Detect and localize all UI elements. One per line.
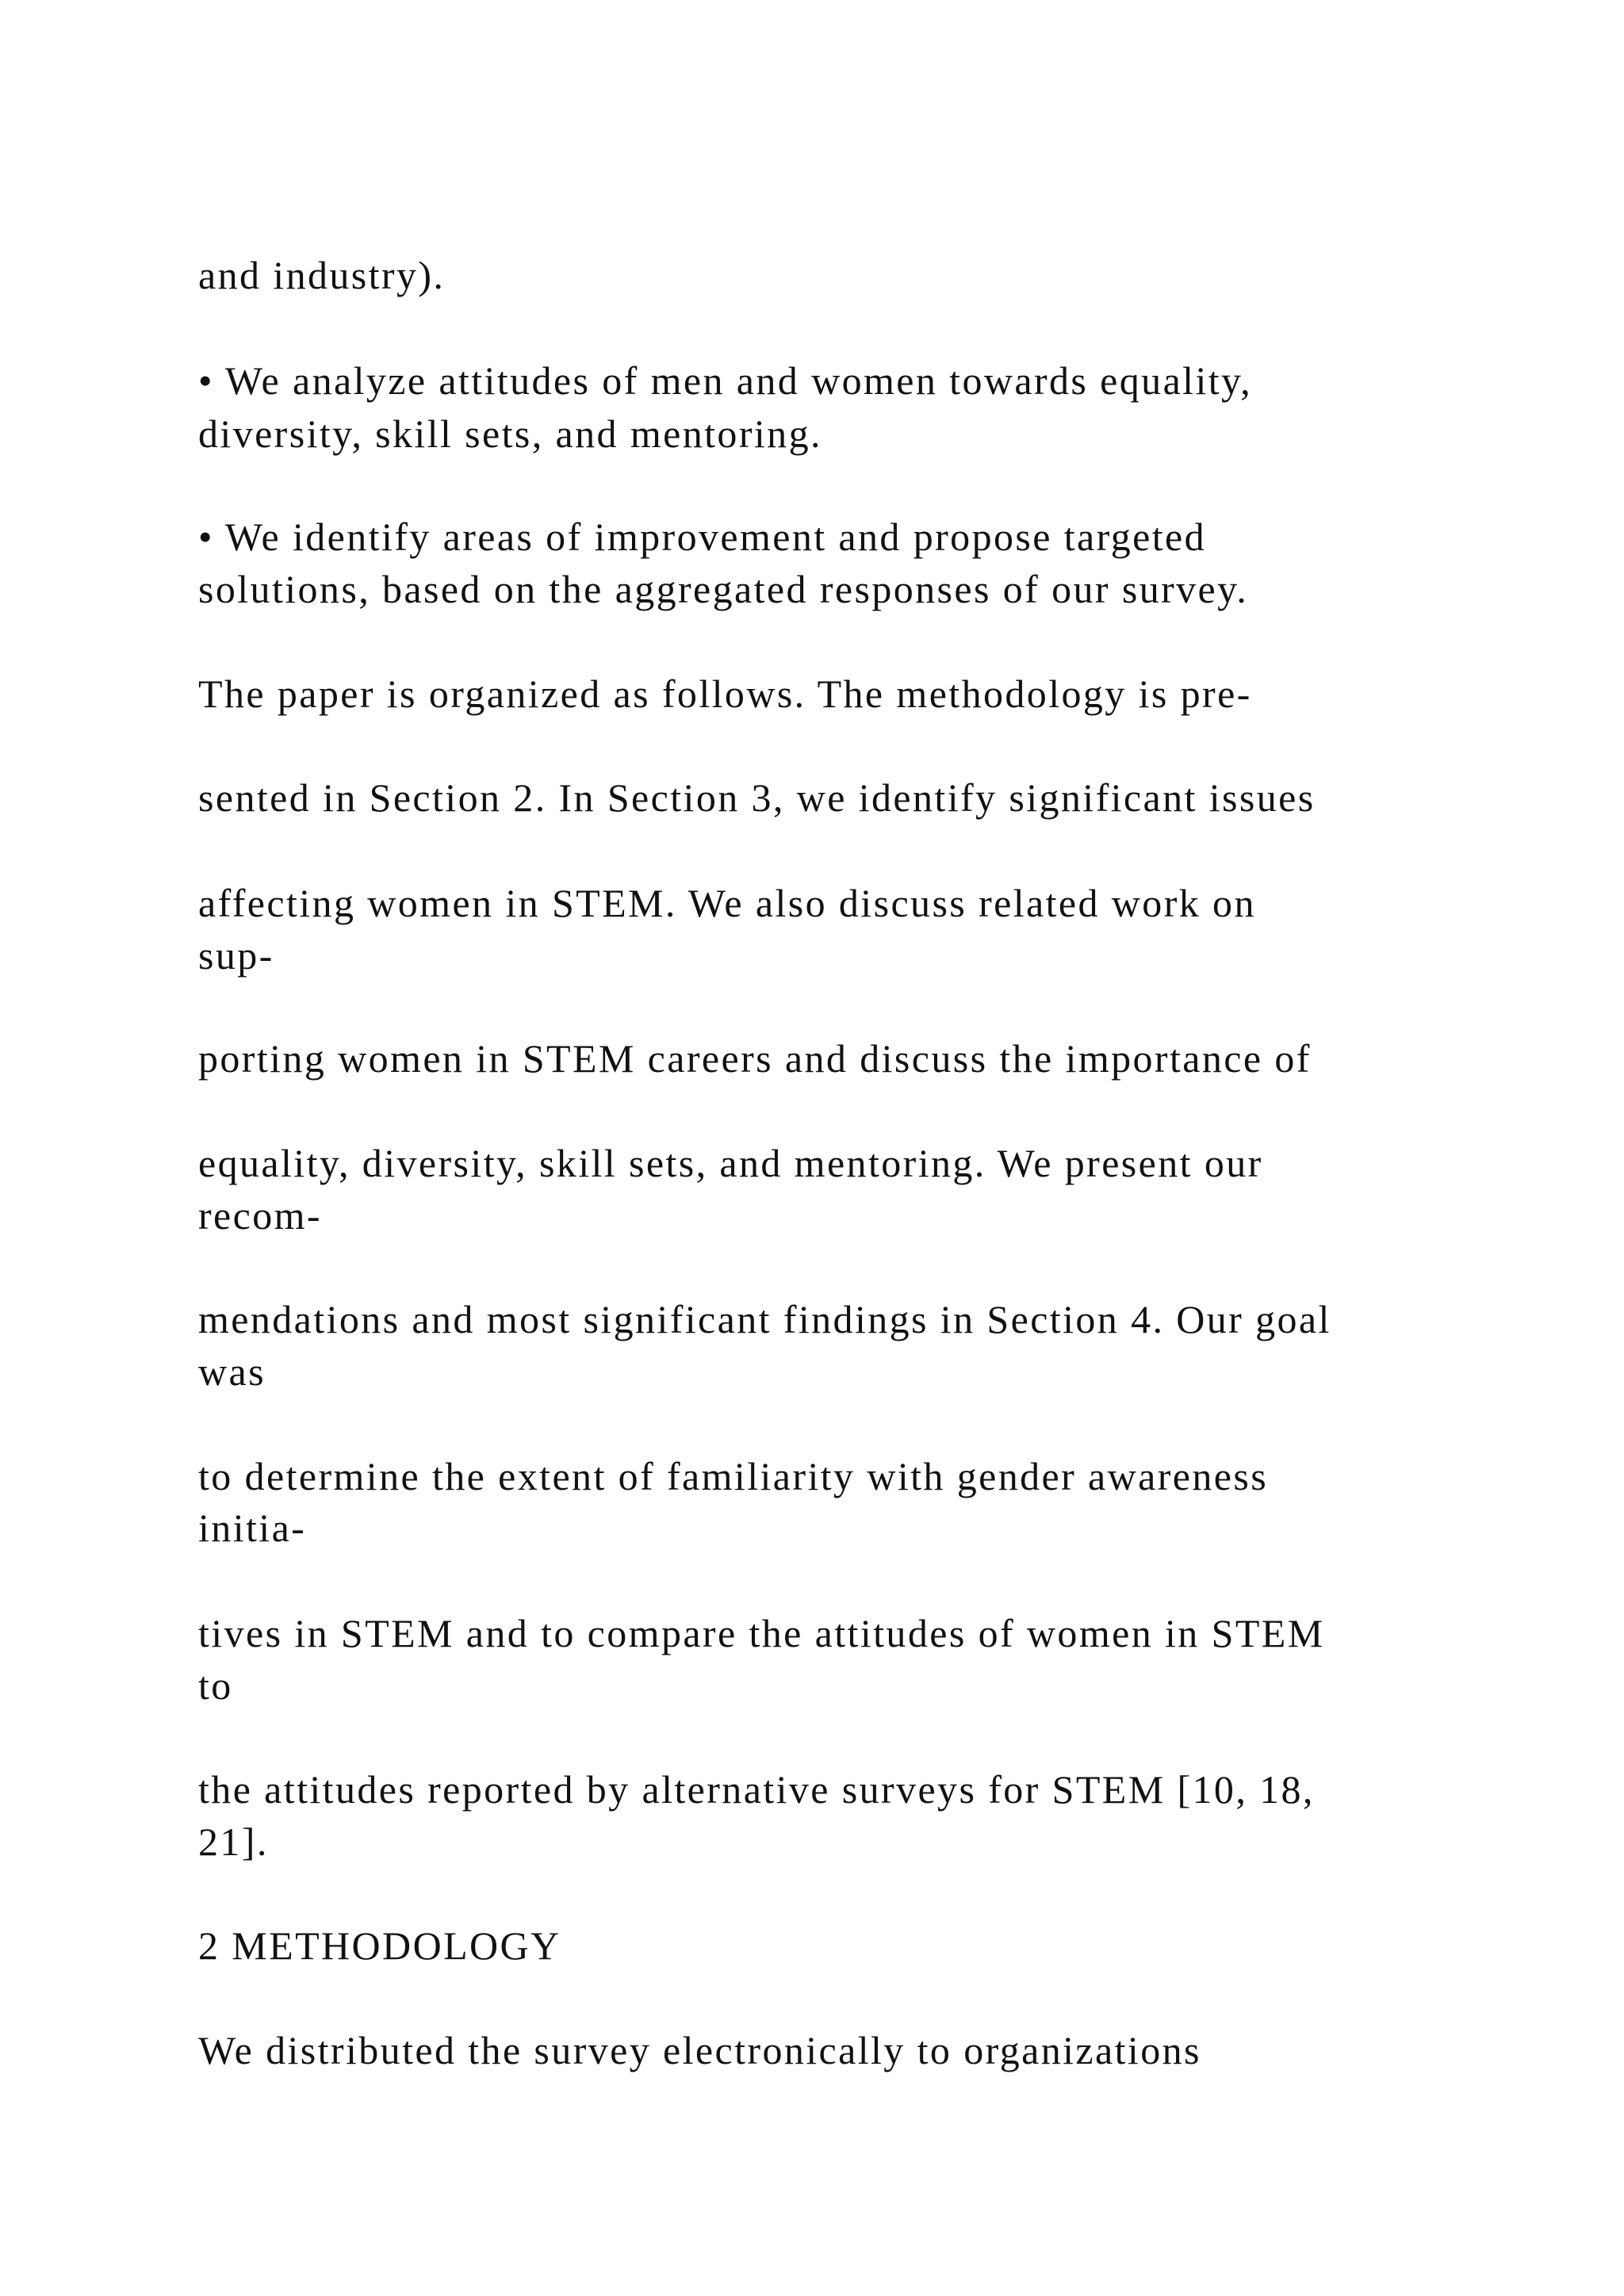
section-heading: 2 METHODOLOGY — [198, 1923, 561, 1968]
text-line: The paper is organized as follows. The methodology is pre- — [198, 672, 1252, 716]
text-line: sup- — [198, 933, 274, 978]
bullet-line: • We analyze attitudes of men and women towards equality, — [198, 358, 1253, 403]
text-line: tives in STEM and to compare the attitudes of women in STEM — [198, 1611, 1325, 1655]
text-line: to determine the extent of familiarity with gender awareness — [198, 1454, 1269, 1498]
text-line: sented in Section 2. In Section 3, we identify significant issues — [198, 775, 1316, 820]
text-line: the attitudes reported by alternative surveys for STEM [10, 18, — [198, 1767, 1315, 1812]
text-line: 21]. — [198, 1820, 269, 1864]
text-line: to — [198, 1663, 233, 1708]
text-line: was — [198, 1349, 266, 1394]
text-line: equality, diversity, skill sets, and mentoring. We present our — [198, 1141, 1263, 1185]
text-line: We distributed the survey electronically to organizations — [198, 2028, 1201, 2072]
text-line: initia- — [198, 1506, 307, 1550]
text-line: and industry). — [198, 253, 446, 297]
text-line: affecting women in STEM. We also discuss related work on — [198, 881, 1256, 925]
bullet-line: • We identify areas of improvement and propose targeted — [198, 515, 1207, 559]
text-line: diversity, skill sets, and mentoring. — [198, 411, 822, 456]
text-line: porting women in STEM careers and discuss the importance of — [198, 1036, 1312, 1081]
text-line: recom- — [198, 1193, 322, 1238]
text-line: solutions, based on the aggregated responses of our survey. — [198, 567, 1249, 611]
text-line: mendations and most significant findings in Section 4. Our goal — [198, 1297, 1331, 1341]
